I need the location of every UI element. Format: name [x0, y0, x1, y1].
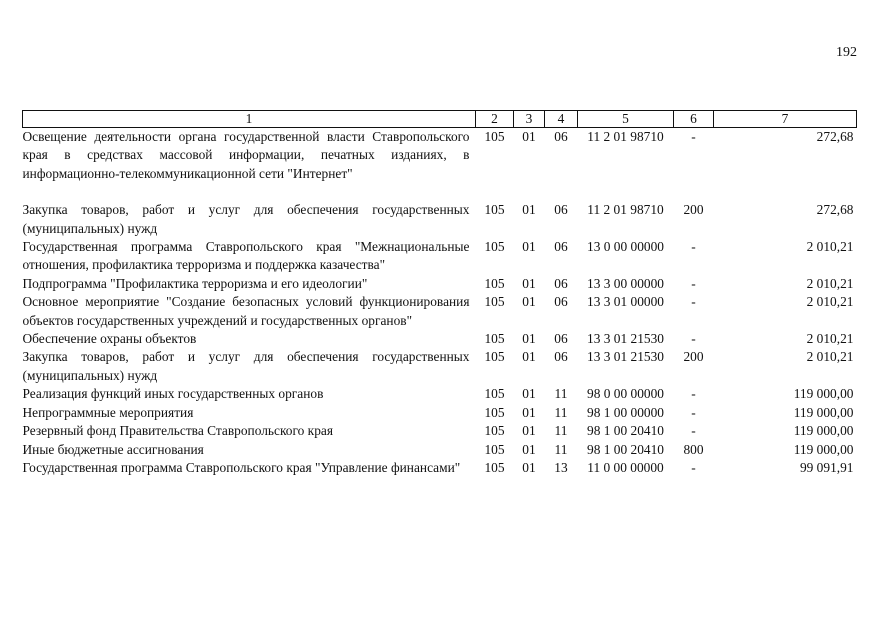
row-col-2: 105: [484, 459, 505, 475]
row-name: Непрограммные мероприятия: [22, 404, 194, 420]
row-col-5: 13 3 01 00000: [587, 294, 664, 310]
row-col-3: 01: [522, 129, 536, 144]
row-col-3: 01: [522, 239, 536, 255]
row-col-4: 06: [554, 129, 568, 144]
row-col-7: 2 010,21: [806, 331, 854, 347]
table-row: [23, 441, 857, 459]
row-col-2: 105: [484, 239, 505, 255]
row-col-2: 105: [484, 275, 505, 291]
row-col-4: 06: [554, 239, 568, 255]
row-col-6: -: [691, 275, 696, 291]
row-col-5: 11 2 01 98710: [587, 202, 664, 218]
row-col-7: 272,68: [816, 202, 854, 218]
header-col-7: 7: [714, 111, 857, 128]
row-col-4: 11: [554, 423, 568, 439]
row-name: Государственная программа Ставропольского края "Управление финансами": [22, 459, 461, 475]
row-name: Подпрограмма "Профилактика терроризма и его идеологии": [22, 275, 368, 291]
row-col-2: 105: [484, 423, 505, 439]
row-col-6: -: [691, 294, 696, 310]
row-col-3: 01: [522, 294, 536, 310]
row-col-7: 2 010,21: [806, 294, 854, 310]
table-row: [23, 404, 857, 422]
row-col-5: 11 0 00 00000: [587, 459, 664, 475]
row-col-7: 2 010,21: [806, 349, 854, 365]
row-name: Основное мероприятие "Создание безопасных условий функционирования объектов государственных учреждений и государственных органов": [22, 294, 470, 328]
header-row: [23, 111, 857, 128]
row-name: Освещение деятельности органа государственной власти Ставропольского края в средствах массовой информации, печатных изданиях, в информационно-телекоммуникационной сети "Интернет": [22, 129, 470, 181]
row-col-2: 105: [484, 129, 505, 144]
row-col-3: 01: [522, 275, 536, 291]
page-number: 192: [836, 45, 857, 60]
row-col-2: 105: [484, 294, 505, 310]
table-row: [23, 385, 857, 403]
row-col-6: -: [691, 423, 696, 439]
header-col-3: 3: [514, 111, 545, 128]
row-col-3: 01: [522, 202, 536, 218]
table-row: [23, 422, 857, 440]
row-col-6: 800: [683, 441, 704, 457]
row-col-3: 01: [522, 423, 536, 439]
row-col-4: 06: [554, 294, 568, 310]
table-row: [23, 238, 857, 275]
row-col-7: 119 000,00: [793, 423, 854, 439]
header-col-6: 6: [674, 111, 714, 128]
row-name: Закупка товаров, работ и услуг для обеспечения государственных (муниципальных) нужд: [22, 349, 470, 383]
row-name: Иные бюджетные ассигнования: [22, 441, 204, 457]
row-name: Обеспечение охраны объектов: [22, 331, 197, 347]
row-col-7: 2 010,21: [806, 239, 854, 255]
row-col-3: 01: [522, 386, 536, 402]
row-col-3: 01: [522, 331, 536, 347]
row-col-4: 06: [554, 275, 568, 291]
header-col-4: 4: [545, 111, 578, 128]
row-col-4: 06: [554, 349, 568, 365]
row-col-6: -: [691, 459, 696, 475]
row-col-2: 105: [484, 202, 505, 218]
row-col-7: 272,68: [816, 129, 854, 144]
row-col-6: -: [691, 386, 696, 402]
row-col-5: 13 0 00 00000: [587, 239, 664, 255]
row-col-4: 11: [554, 404, 568, 420]
row-col-2: 105: [484, 386, 505, 402]
row-col-5: 98 1 00 00000: [587, 404, 664, 420]
row-col-2: 105: [484, 331, 505, 347]
table-row: [23, 293, 857, 330]
spacer-cell: [23, 183, 857, 201]
row-col-6: -: [691, 129, 696, 144]
table-row: [23, 128, 857, 184]
row-col-5: 13 3 01 21530: [587, 331, 664, 347]
row-col-4: 13: [554, 459, 568, 475]
row-col-7: 119 000,00: [793, 441, 854, 457]
header-col-1: 1: [23, 111, 476, 128]
row-name: Реализация функций иных государственных органов: [22, 386, 324, 402]
row-col-7: 99 091,91: [799, 459, 854, 475]
row-name: Закупка товаров, работ и услуг для обеспечения государственных (муниципальных) нужд: [22, 202, 470, 236]
budget-table: [22, 110, 857, 477]
header-col-2: 2: [476, 111, 514, 128]
row-col-3: 01: [522, 349, 536, 365]
row-col-5: 13 3 01 21530: [587, 349, 664, 365]
row-col-2: 105: [484, 404, 505, 420]
row-col-6: -: [691, 239, 696, 255]
table-row: [23, 201, 857, 238]
row-col-5: 98 0 00 00000: [587, 386, 664, 402]
table-row: [23, 459, 857, 477]
row-col-5: 98 1 00 20410: [587, 423, 664, 439]
table-row: [23, 330, 857, 348]
row-col-7: 119 000,00: [793, 404, 854, 420]
row-col-4: 11: [554, 386, 568, 402]
row-col-5: 98 1 00 20410: [587, 441, 664, 457]
row-col-3: 01: [522, 441, 536, 457]
row-col-6: -: [691, 331, 696, 347]
row-col-2: 105: [484, 441, 505, 457]
row-col-6: 200: [683, 349, 704, 365]
row-name: Резервный фонд Правительства Ставропольского края: [22, 423, 333, 439]
row-spacer: [23, 183, 857, 201]
header-col-5: 5: [578, 111, 674, 128]
row-col-2: 105: [484, 349, 505, 365]
row-col-3: 01: [522, 459, 536, 475]
row-col-4: 06: [554, 202, 568, 218]
row-col-6: -: [691, 404, 696, 420]
row-col-3: 01: [522, 404, 536, 420]
row-col-5: 11 2 01 98710: [587, 129, 664, 144]
row-col-7: 2 010,21: [806, 275, 854, 291]
table-row: [23, 348, 857, 385]
row-col-4: 11: [554, 441, 568, 457]
row-col-6: 200: [683, 202, 704, 218]
row-col-7: 119 000,00: [793, 386, 854, 402]
row-name: Государственная программа Ставропольского края "Межнациональные отношения, профилактика терроризма и поддержка казачества": [22, 239, 470, 273]
row-col-4: 06: [554, 331, 568, 347]
table-row: [23, 275, 857, 293]
row-col-5: 13 3 00 00000: [587, 275, 664, 291]
